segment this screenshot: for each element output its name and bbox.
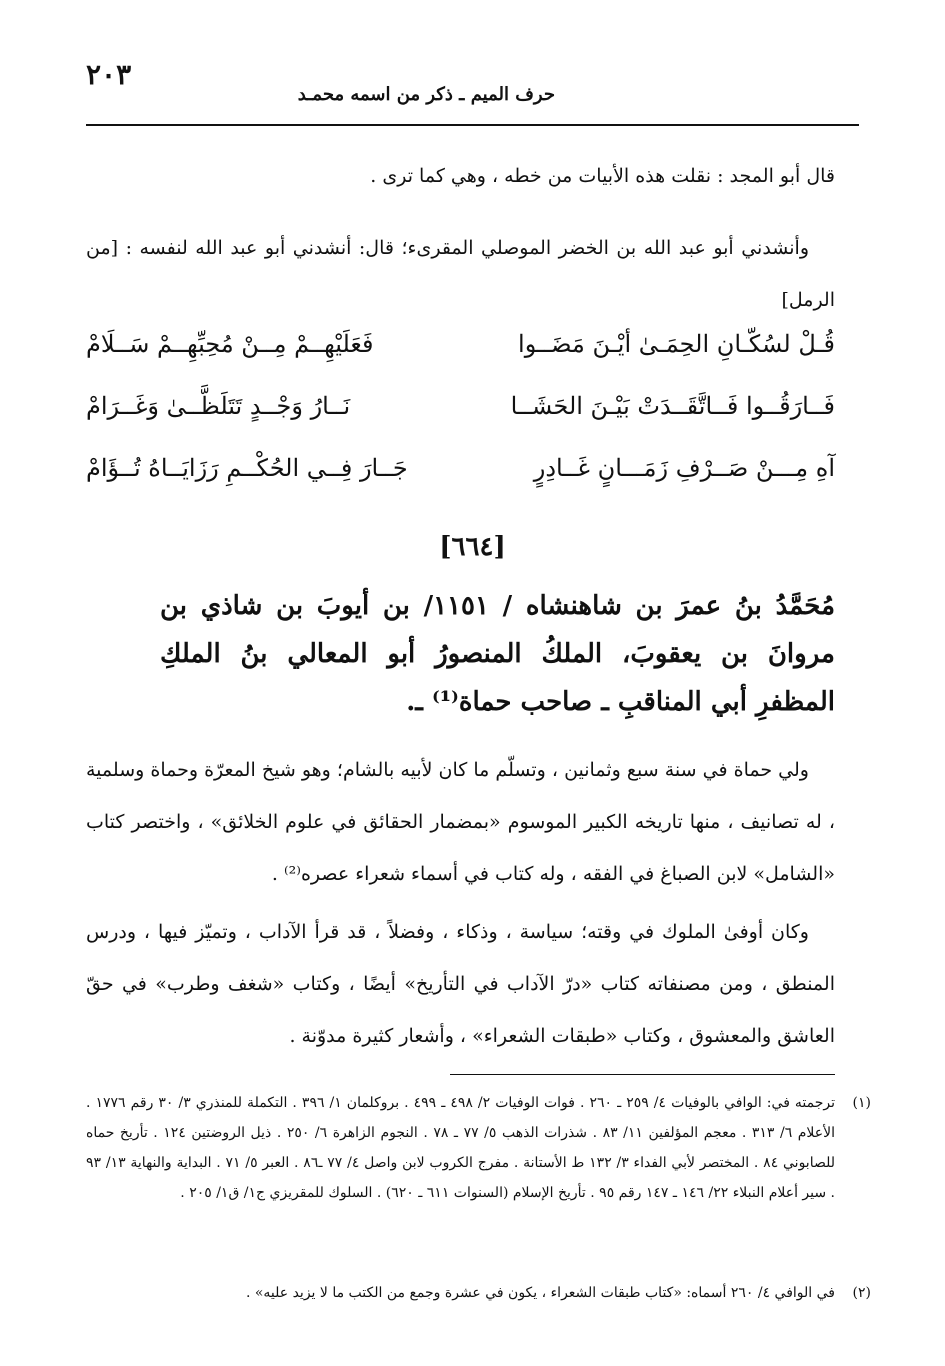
footnote <box>86 1278 871 1308</box>
verse-line <box>86 392 835 442</box>
opening-paragraph: قال أبو المجد : نقلت هذه الأبيات من خطه ، وهي كما ترى . <box>370 165 835 187</box>
bio-paragraph: ولي حماة في سنة سبع وثمانين ، وتسلّم ما كان لأبيه بالشام؛ وهو شيخ المعرّة وحماة وسلمية ، له تصانيف ، منها تاريخه الكبير الموسوم «بمضمار الحقائق في علوم الخلائق» ، واختصر كتاب «الشامل» لابن الصباغ في الفقه ، وله كتاب في أسماء شعراء عصره⁽²⁾ . <box>86 759 835 885</box>
page-number: ٢٠٣ <box>86 58 132 91</box>
bio-paragraph: وكان أوفىٰ الملوك في وقته؛ سياسة ، وذكاء ، وفضلاً ، قد قرأ الآداب ، وتميّز فيها ، ودرس المنطق ، ومن مصنفاته كتاب «درّ الآداب في التأريخ» أيضًا ، وكتاب «شغف وطرب» في حقّ العاشق والمعشوق ، وكتاب «طبقات الشعراء» ، وأشعار كثيرة مدوّنة . <box>86 921 835 1047</box>
verse-first-hemistich: فَــارَقُــوا فَــاتَّقَــدَتْ بَيْـنَ الحَشَــا <box>510 392 835 420</box>
verse-second-hemistich: فَعَلَيْهِــمْ مِــنْ مُحِبِّهِــمْ سَــلَامْ <box>86 330 374 358</box>
footnote-text: في الوافي ٤/ ٢٦٠ أسماه: «كتاب طبقات الشعراء ، يكون في عشرة وجمع من الكتب ما لا يزيد عليه» . <box>245 1285 835 1301</box>
footnote <box>86 1088 871 1208</box>
verse-first-hemistich: قُـلْ لسُكّـانِ الحِمَـىٰ أيْـنَ مَضَــوا <box>518 330 835 358</box>
verse-line <box>86 330 835 380</box>
entry-number: [٦٦٤] <box>439 532 506 562</box>
verse-second-hemistich: جَــارَ فِــي الحُكْــمِ رَزَايَــاهُ تُــؤَامْ <box>86 454 408 482</box>
verse-line <box>86 454 835 504</box>
footnote-number: (٢) <box>852 1285 871 1301</box>
verse-intro-paragraph: وأنشدني أبو عبد الله بن الخضر الموصلي المقرىء؛ قال: أنشدني أبو عبد الله لنفسه : [من الرمل] <box>86 237 835 311</box>
verse-second-hemistich: نَــارُ وَجْــدٍ تَتَلَظَّــىٰ وَغَــرَامْ <box>86 392 351 420</box>
footnote-number: (١) <box>852 1095 871 1111</box>
verse-first-hemistich: آهِ مِـــنْ صَــرْفِ زَمَـــانٍ غَــادِرٍ <box>533 454 835 482</box>
entry-title: مُحَمَّدُ بنُ عمرَ بن شاهنشاه / ١١٥١/ بن أيوبَ بن شاذي بن مروانَ بن يعقوبَ، الملكُ المنصورُ أبو المعالي بنُ الملكِ المظفرِ أبي المناقبِ ـ صاحب حماة⁽¹⁾ ـ. <box>160 591 835 717</box>
footnote-rule <box>450 1074 835 1075</box>
footnote-text: ترجمته في: الوافي بالوفيات ٤/ ٢٥٩ ـ ٢٦٠ . فوات الوفيات ٢/ ٤٩٨ ـ ٤٩٩ . بروكلمان ١/ ٣٩٦ . التكملة للمنذري ٣/ ٣٠ رقم ١٧٧٦ . الأعلام ٦/ ٣١٣ . معجم المؤلفين ١١/ ٨٣ . شذرات الذهب ٥/ ٧٧ ـ ٧٨ . النجوم الزاهرة ٦/ ٢٥٠ . ذيل الروضتين ١٢٤ . تأريخ حماه للصابوني ٨٤ . المختصر لأبي الفداء ٣/ ١٣٢ ط الأستانة . مفرج الكروب لابن واصل ٤/ ٧٧ ـ٨٦ . العبر ٥/ ٧١ . البداية والنهاية ١٣/ ٩٣ . سير أعلام النبلاء ٢٢/ ١٤٦ ـ ١٤٧ رقم ٩٥ . تأريخ الإسلام (السنوات ٦١١ ـ ٦٢٠) . السلوك للمقريزي ج١/ ق١/ ٢٠٥ . <box>86 1095 836 1201</box>
running-head: حرف الميم ـ ذكر من اسمه محمـد <box>297 84 555 105</box>
header-rule <box>86 124 859 126</box>
